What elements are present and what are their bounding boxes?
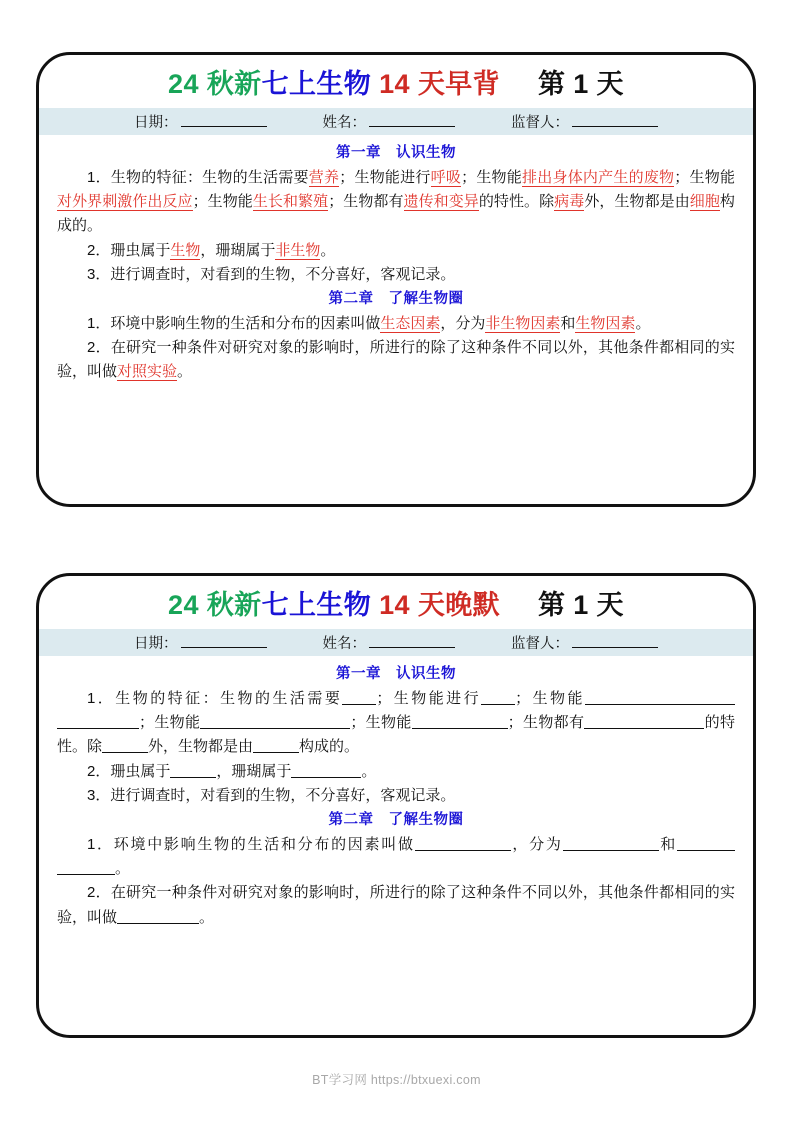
item-text: ；生物能 xyxy=(461,168,523,186)
blank-nonliving[interactable] xyxy=(291,762,361,778)
item-text: 在研究一种条件对研究对象的影响时，所进行的除了这种条件不同以外，其他条件都相同的实验，叫做 xyxy=(57,884,735,926)
item-number: 2． xyxy=(87,241,111,259)
title-prefix: 24 秋新 xyxy=(168,590,262,620)
item-text: 的特性。除 xyxy=(478,192,555,210)
item-text: ；生物都有 xyxy=(328,192,404,210)
title-day: 第 1 天 xyxy=(537,69,624,99)
date-field[interactable] xyxy=(134,632,267,653)
chapter-heading-2: 第二章 了解生物圈 xyxy=(328,291,464,308)
chapter-heading-1: 第一章 认识生物 xyxy=(336,666,456,683)
name-field[interactable] xyxy=(323,111,456,132)
footer-watermark: BT学习网 https://btxuexi.com xyxy=(312,1073,481,1087)
name-blank[interactable] xyxy=(369,634,455,648)
supervisor-field[interactable] xyxy=(511,111,658,132)
item-text: 的特性。除 xyxy=(57,713,735,756)
item-text: 生物的特征：生物的生活需要 xyxy=(115,689,343,707)
item-text: ，分为 xyxy=(440,314,486,332)
info-bar-evening xyxy=(39,629,753,656)
worksheet-card-morning xyxy=(36,52,756,507)
item-text: ；生物能 xyxy=(192,192,253,210)
blank-biotic-factor-a[interactable] xyxy=(677,835,735,851)
answer-biotic-factor: 生物因素 xyxy=(575,314,636,332)
item-text: ，分为 xyxy=(510,835,563,853)
item-text: ；生物能 xyxy=(350,713,412,731)
blank-living[interactable] xyxy=(170,762,216,778)
answer-respiration: 呼吸 xyxy=(430,168,462,186)
name-blank[interactable] xyxy=(369,113,455,127)
item-text: 。 xyxy=(635,314,651,332)
item-text: 进行调查时，对看到的生物，不分喜好，客观记录。 xyxy=(110,265,456,283)
supervisor-label: 监督人： xyxy=(511,636,569,653)
item-text: 珊虫属于 xyxy=(110,241,171,259)
supervisor-field[interactable] xyxy=(511,632,658,653)
blank-excretion-a[interactable] xyxy=(585,689,735,705)
item-text: 。 xyxy=(320,241,336,259)
blank-excretion-b[interactable] xyxy=(57,713,139,729)
date-blank[interactable] xyxy=(181,113,267,127)
item-text: 。 xyxy=(177,363,193,381)
chapter1-item-3 xyxy=(57,784,735,808)
item-number: 2． xyxy=(87,884,111,902)
name-label: 姓名： xyxy=(322,636,366,653)
date-blank[interactable] xyxy=(181,634,267,648)
item-text: 进行调查时，对看到的生物，不分喜好，客观记录。 xyxy=(110,786,456,804)
item-number: 1． xyxy=(87,314,111,332)
item-text: ；生物能进行 xyxy=(376,689,482,707)
item-number: 2． xyxy=(87,339,111,357)
item-text: 生物的特征：生物的生活需要 xyxy=(110,168,309,186)
item-text: 环境中影响生物的生活和分布的因素叫做 xyxy=(113,835,415,853)
item-text: 构成的。 xyxy=(57,192,735,235)
card-body-morning xyxy=(39,135,753,393)
chapter1-item-1 xyxy=(57,687,735,760)
blank-respiration[interactable] xyxy=(481,689,515,705)
chapter2-item-2 xyxy=(57,881,735,930)
item-text: 环境中影响生物的生活和分布的因素叫做 xyxy=(110,314,381,332)
answer-excretion: 排出身体内产生的废物 xyxy=(522,168,675,186)
item-text: ；生物能 xyxy=(674,168,735,186)
answer-ecological-factor: 生态因素 xyxy=(380,314,441,332)
date-field[interactable] xyxy=(134,111,267,132)
chapter2-item-1 xyxy=(57,833,735,882)
chapter1-item-2 xyxy=(57,239,735,263)
info-bar-morning xyxy=(39,108,753,135)
item-text: 在研究一种条件对研究对象的影响时，所进行的除了这种条件不同以外，其他条件都相同的实验，叫做 xyxy=(57,339,735,381)
chapter2-item-2 xyxy=(57,336,735,385)
item-number: 1． xyxy=(87,835,114,853)
supervisor-blank[interactable] xyxy=(572,113,658,127)
answer-cell: 细胞 xyxy=(689,192,720,210)
item-text: 。 xyxy=(361,762,377,780)
answer-nonliving: 非生物 xyxy=(275,241,321,259)
item-text: ，珊瑚属于 xyxy=(216,762,292,780)
chapter2-item-1 xyxy=(57,312,735,336)
blank-controlled-experiment[interactable] xyxy=(117,908,199,924)
blank-abiotic-factor[interactable] xyxy=(563,835,659,851)
blank-growth-reproduction[interactable] xyxy=(412,713,508,729)
worksheet-card-evening xyxy=(36,573,756,1038)
supervisor-blank[interactable] xyxy=(572,634,658,648)
answer-virus: 病毒 xyxy=(554,192,585,210)
title-prefix: 24 秋新 xyxy=(168,69,262,99)
blank-virus[interactable] xyxy=(102,737,148,753)
item-text: ；生物能 xyxy=(515,689,585,707)
blank-biotic-factor-b[interactable] xyxy=(57,859,115,875)
title-subject: 七上生物 xyxy=(261,69,372,99)
card-title-morning xyxy=(39,55,753,108)
item-number: 1． xyxy=(87,168,111,186)
title-plan: 14 天晚默 xyxy=(379,590,501,620)
answer-growth-reproduction: 生长和繁殖 xyxy=(252,192,329,210)
item-text: 和 xyxy=(560,314,576,332)
item-number: 1． xyxy=(87,689,116,707)
chapter-heading-1: 第一章 认识生物 xyxy=(336,145,456,162)
item-text: ，珊瑚属于 xyxy=(200,241,276,259)
item-number: 3． xyxy=(87,786,111,804)
item-text: 珊虫属于 xyxy=(110,762,171,780)
item-text: ；生物都有 xyxy=(507,713,585,731)
answer-living: 生物 xyxy=(170,241,201,259)
answer-controlled-experiment: 对照实验 xyxy=(117,363,178,381)
blank-heredity-variation[interactable] xyxy=(584,713,704,729)
blank-stimulus-response[interactable] xyxy=(200,713,350,729)
date-label: 日期： xyxy=(134,636,178,653)
item-number: 2． xyxy=(87,762,111,780)
answer-abiotic-factor: 非生物因素 xyxy=(485,314,561,332)
blank-nutrition[interactable] xyxy=(342,689,376,705)
item-number: 3． xyxy=(87,265,111,283)
item-text: ；生物能 xyxy=(139,713,201,731)
answer-nutrition: 营养 xyxy=(308,168,340,186)
item-text: 外，生物都是由 xyxy=(148,738,254,756)
blank-ecological-factor[interactable] xyxy=(415,835,511,851)
date-label: 日期： xyxy=(134,115,178,132)
item-text: 。 xyxy=(199,908,215,926)
item-text: 。 xyxy=(115,860,131,878)
chapter-heading-2: 第二章 了解生物圈 xyxy=(328,812,464,829)
blank-cell[interactable] xyxy=(253,737,299,753)
title-plan: 14 天早背 xyxy=(379,69,501,99)
name-label: 姓名： xyxy=(322,115,366,132)
supervisor-label: 监督人： xyxy=(511,115,569,132)
chapter1-item-1 xyxy=(57,166,735,239)
title-day: 第 1 天 xyxy=(537,590,624,620)
answer-heredity-variation: 遗传和变异 xyxy=(403,192,479,210)
answer-stimulus-response: 对外界刺激作出反应 xyxy=(57,192,193,210)
card-title-evening xyxy=(39,576,753,629)
name-field[interactable] xyxy=(323,632,456,653)
chapter1-item-3 xyxy=(57,263,735,287)
item-text: 外，生物都是由 xyxy=(584,192,690,210)
card-body-evening xyxy=(39,656,753,938)
item-text: ；生物能进行 xyxy=(339,168,431,186)
chapter1-item-2 xyxy=(57,760,735,784)
item-text: 构成的。 xyxy=(299,738,360,756)
item-text: 和 xyxy=(658,835,677,853)
title-subject: 七上生物 xyxy=(261,590,372,620)
